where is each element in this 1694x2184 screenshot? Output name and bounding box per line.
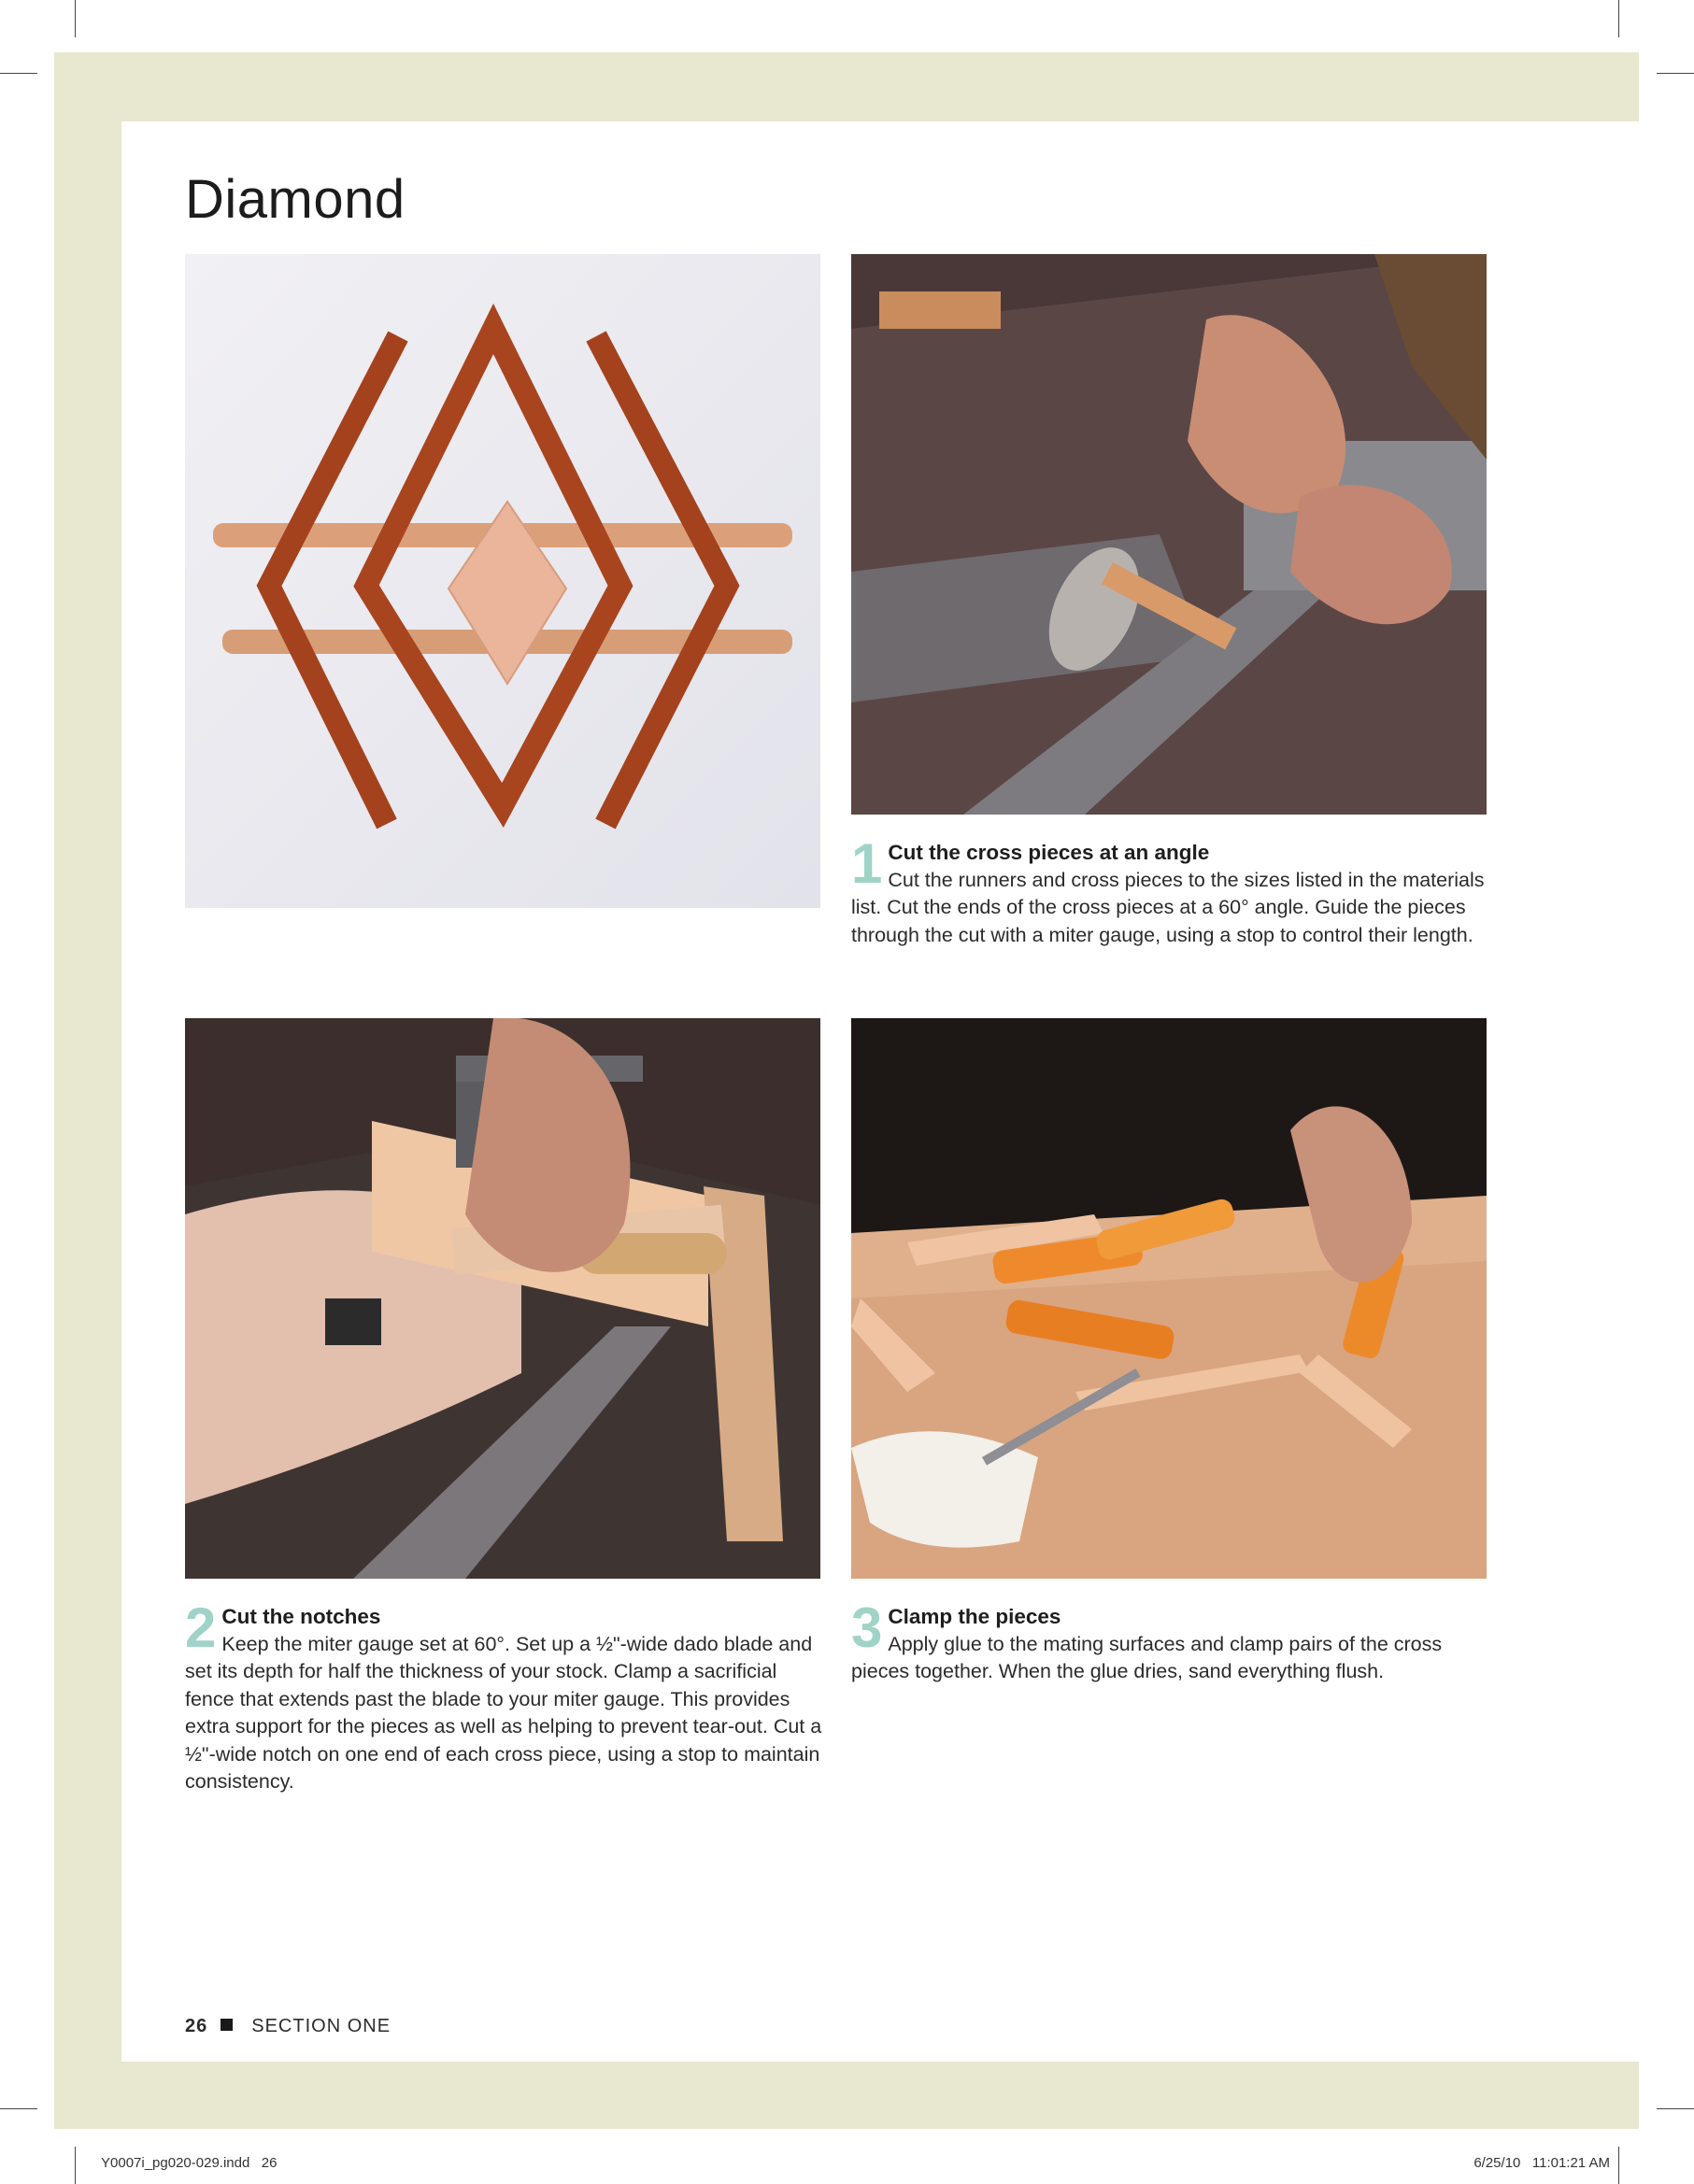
crop-mark — [0, 2108, 37, 2109]
page-footer — [185, 2016, 391, 2037]
footer-square-icon — [221, 2019, 233, 2031]
table-saw-cut-photo — [851, 254, 1487, 815]
step-1-body: Cut the runners and cross pieces to the sizes listed in the materials list. Cut the ends of the cross pieces at a 60° angle. Guide the pieces through the cut with a miter gauge, using a stop to control their length. — [851, 868, 1485, 946]
step-3-heading: Clamp the pieces — [888, 1605, 1061, 1628]
step-3-caption — [851, 1596, 1488, 1686]
step-1-heading: Cut the cross pieces at an angle — [888, 841, 1210, 864]
step-3-number: 3 — [851, 1596, 883, 1659]
clamping-photo — [851, 1018, 1487, 1579]
crop-mark — [1618, 0, 1619, 37]
crop-mark — [75, 2147, 76, 2184]
step-1-caption — [851, 832, 1488, 949]
section-label: SECTION ONE — [251, 2016, 391, 2036]
page-number: 26 — [185, 2016, 208, 2036]
step-2-number: 2 — [185, 1596, 217, 1659]
crop-mark — [1657, 73, 1694, 74]
page-title: Diamond — [185, 169, 406, 230]
slug-file: Y0007i_pg020-029.indd 26 — [101, 2155, 278, 2171]
step-1-number: 1 — [851, 832, 883, 895]
step-2-heading: Cut the notches — [221, 1605, 381, 1628]
step-2-body: Keep the miter gauge set at 60°. Set up a ½"-wide dado blade and set its depth for half the thickness of your stock. Clamp a sacrificial fence that extends past the blade to your miter gauge. This provides extra support for the pieces as well as helping to prevent tear-out. Cut a ½"-wide notch on one end of each cross piece, using a stop to maintain consistency. — [185, 1632, 822, 1793]
crop-mark — [1657, 2108, 1694, 2109]
dado-notch-photo — [185, 1018, 820, 1579]
slug-timestamp: 6/25/10 11:01:21 AM — [1473, 2155, 1610, 2171]
step-2-caption — [185, 1596, 822, 1796]
step-3-body: Apply glue to the mating surfaces and clamp pairs of the cross pieces together. When the glue dries, sand everything flush. — [851, 1632, 1443, 1682]
crop-mark — [0, 73, 37, 74]
crop-mark — [75, 0, 76, 37]
crop-mark — [1618, 2147, 1619, 2184]
diamond-trivet-photo — [185, 254, 820, 908]
